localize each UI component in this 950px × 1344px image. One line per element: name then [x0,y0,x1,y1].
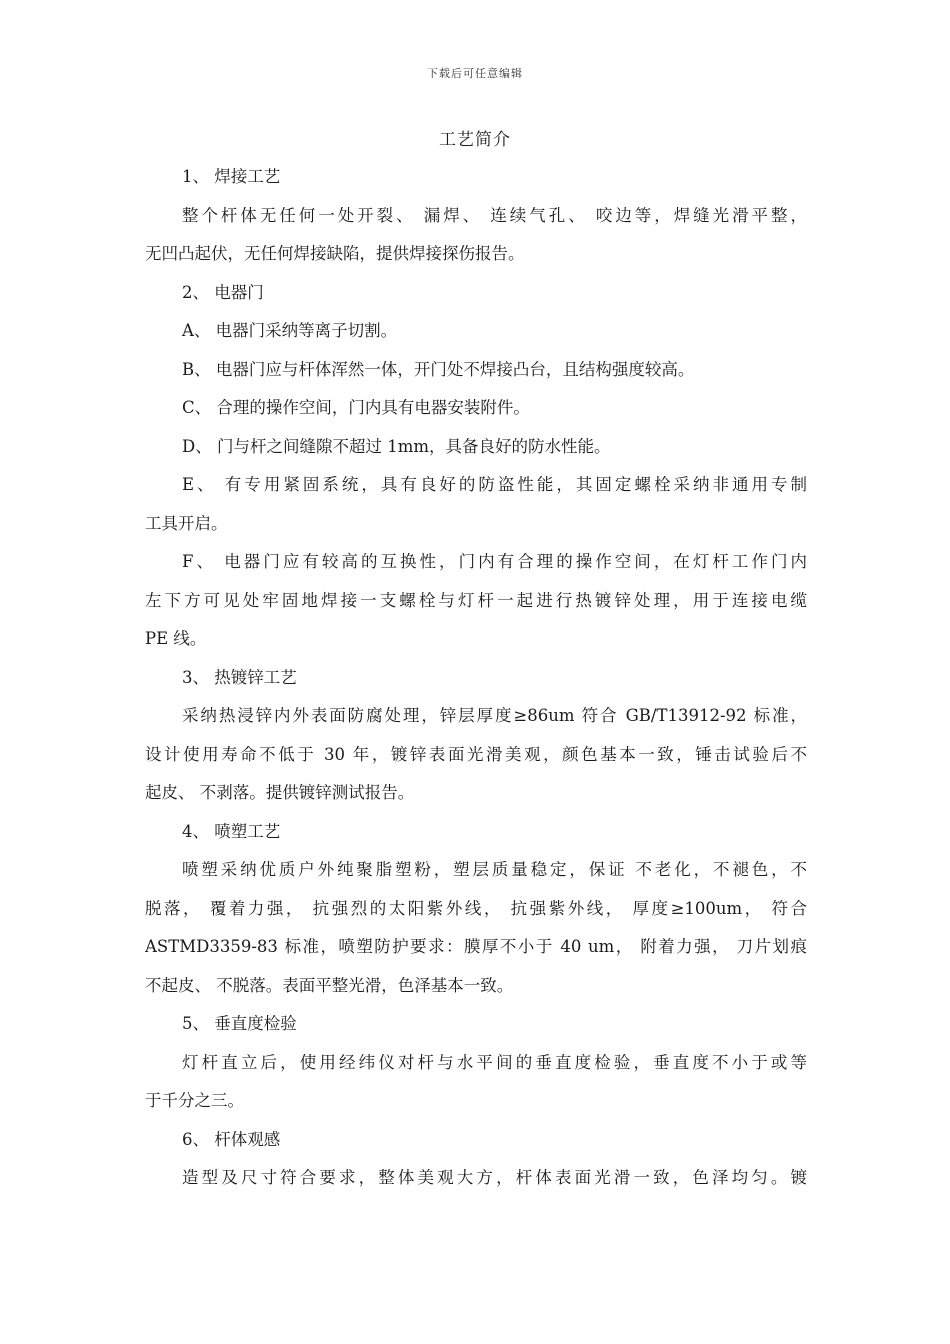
list-item-b: B、 电器门应与杆体浑然一体，开门处不焊接凸台，且结构强度较高。 [182,359,695,379]
list-item-f: F、 电器门应有较高的互换性，门内有合理的操作空间，在灯杆工作门内 [182,552,807,571]
paragraph-line: 左下方可见处牢固地焊接一支螺栓与灯杆一起进行热镀锌处理，用于连接电缆 [145,590,807,610]
header-note: 下载后可任意编辑 [427,67,523,80]
section-heading-welding: 1、 焊接工艺 [182,167,281,186]
paragraph-line: 无凹凸起伏，无任何焊接缺陷，提供焊接探伤报告。 [145,244,525,263]
list-item-c: C、 合理的操作空间，门内具有电器安装附件。 [182,398,530,417]
paragraph-line: PE 线。 [145,629,207,648]
section-heading-galvanizing: 3、 热镀锌工艺 [182,667,297,687]
paragraph-line: 于千分之三。 [145,1091,244,1110]
section-heading-appearance: 6、 杆体观感 [182,1129,281,1149]
document-title: 工艺简介 [439,130,511,150]
paragraph-line: ASTMD3359-83 标准，喷塑防护要求：膜厚不小于 40 um， 附着力强， 刀片划痕 [145,937,807,956]
section-heading-electrical-door: 2、 电器门 [182,282,264,302]
section-heading-powder-coating: 4、 喷塑工艺 [182,821,281,841]
paragraph-line: 不起皮、 不脱落。表面平整光滑，色泽基本一致。 [145,975,514,995]
document-body [145,158,807,1198]
paragraph-line: 设计使用寿命不低于 30 年，镀锌表面光滑美观，颜色基本一致，锤击试验后不 [145,744,807,764]
paragraph-line: 造型及尺寸符合要求，整体美观大方，杆体表面光滑一致，色泽均匀。镀 [182,1168,807,1187]
paragraph-line: 起皮、 不剥落。提供镀锌测试报告。 [145,783,415,802]
paragraph-line: 工具开启。 [145,513,228,533]
list-item-d: D、 门与杆之间缝隙不超过 1mm，具备良好的防水性能。 [182,436,611,456]
paragraph-line: 灯杆直立后，使用经纬仪对杆与水平间的垂直度检验，垂直度不小于或等 [182,1052,807,1072]
paragraph-line: 整个杆体无任何一处开裂、 漏焊、 连续气孔、 咬边等，焊缝光滑平整， [182,205,807,225]
list-item-a: A、 电器门采纳等离子切割。 [182,321,398,340]
list-item-e: E、 有专用紧固系统，具有良好的防盗性能，其固定螺栓采纳非通用专制 [182,475,807,494]
paragraph-line: 采纳热浸锌内外表面防腐处理，锌层厚度≥86um 符合 GB/T13912-92 标准， [182,706,807,725]
paragraph-line: 脱落， 覆着力强， 抗强烈的太阳紫外线， 抗强紫外线， 厚度≥100um， 符合 [145,898,807,918]
section-heading-verticality: 5、 垂直度检验 [182,1014,297,1033]
paragraph-line: 喷塑采纳优质户外纯聚脂塑粉，塑层质量稳定，保证 不老化，不褪色，不 [182,860,807,879]
